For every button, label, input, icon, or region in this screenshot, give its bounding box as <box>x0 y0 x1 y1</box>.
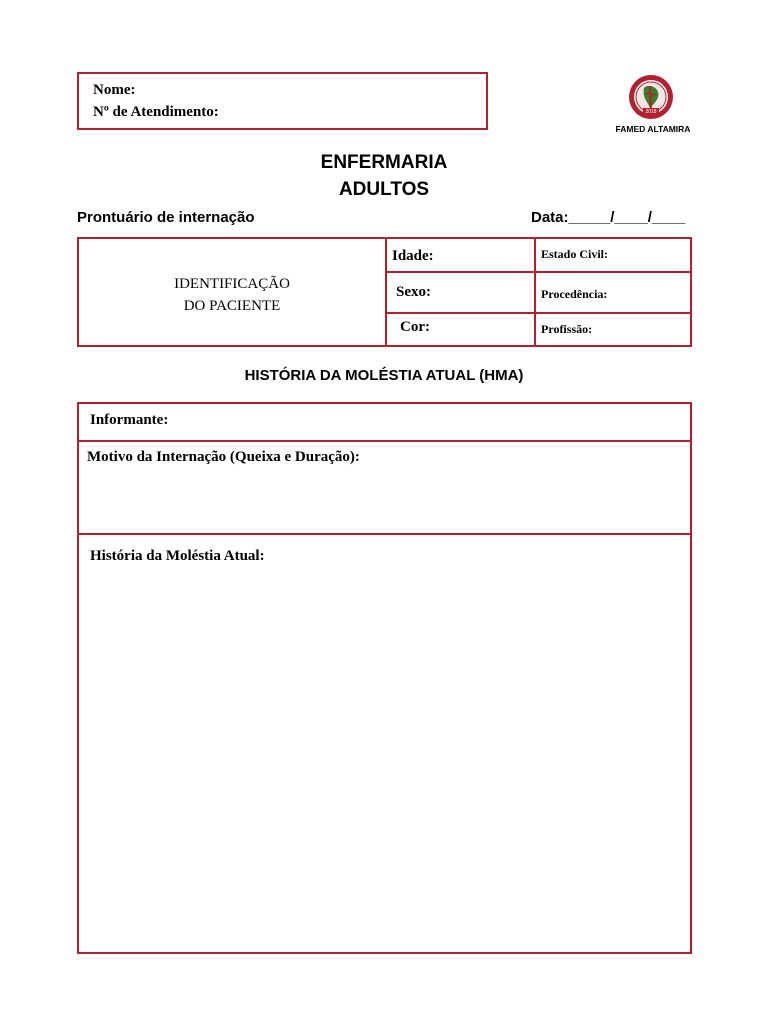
idade-label: Idade: <box>392 248 434 264</box>
historia-label: História da Moléstia Atual: <box>90 548 265 564</box>
cor-label: Cor: <box>400 319 430 335</box>
identificacao-table <box>77 237 692 347</box>
atendimento-label: Nº de Atendimento: <box>93 104 219 120</box>
profissao-label: Profissão: <box>541 322 593 336</box>
seal-year: 2018 <box>645 109 657 115</box>
patient-header-box <box>77 72 488 130</box>
prontuario-label: Prontuário de internação <box>77 209 255 226</box>
famed-seal-icon <box>628 74 674 120</box>
data-field: Data:_____/____/____ <box>531 209 686 226</box>
motivo-label: Motivo da Internação (Queixa e Duração): <box>87 449 360 465</box>
identificacao-heading-line1: IDENTIFICAÇÃO <box>174 276 290 292</box>
informante-label: Informante: <box>90 412 169 428</box>
hma-box <box>77 402 692 954</box>
table-divider <box>534 239 536 345</box>
hma-title: HISTÓRIA DA MOLÉSTIA ATUAL (HMA) <box>244 367 524 384</box>
identificacao-heading-line2: DO PACIENTE <box>183 298 281 314</box>
table-divider <box>385 271 692 273</box>
title-line2: ADULTOS <box>338 179 430 200</box>
famed-logo <box>628 74 674 120</box>
table-divider <box>385 239 387 345</box>
hma-divider <box>79 533 690 535</box>
sexo-label: Sexo: <box>396 284 431 300</box>
table-divider <box>385 312 692 314</box>
estado-civil-label: Estado Civil: <box>541 247 609 261</box>
hma-divider <box>79 440 690 442</box>
nome-label: Nome: <box>93 82 136 98</box>
identificacao-heading <box>79 273 385 317</box>
logo-caption: FAMED ALTAMIRA <box>615 124 691 134</box>
title-line1: ENFERMARIA <box>320 152 448 173</box>
procedencia-label: Procedência: <box>541 287 608 301</box>
